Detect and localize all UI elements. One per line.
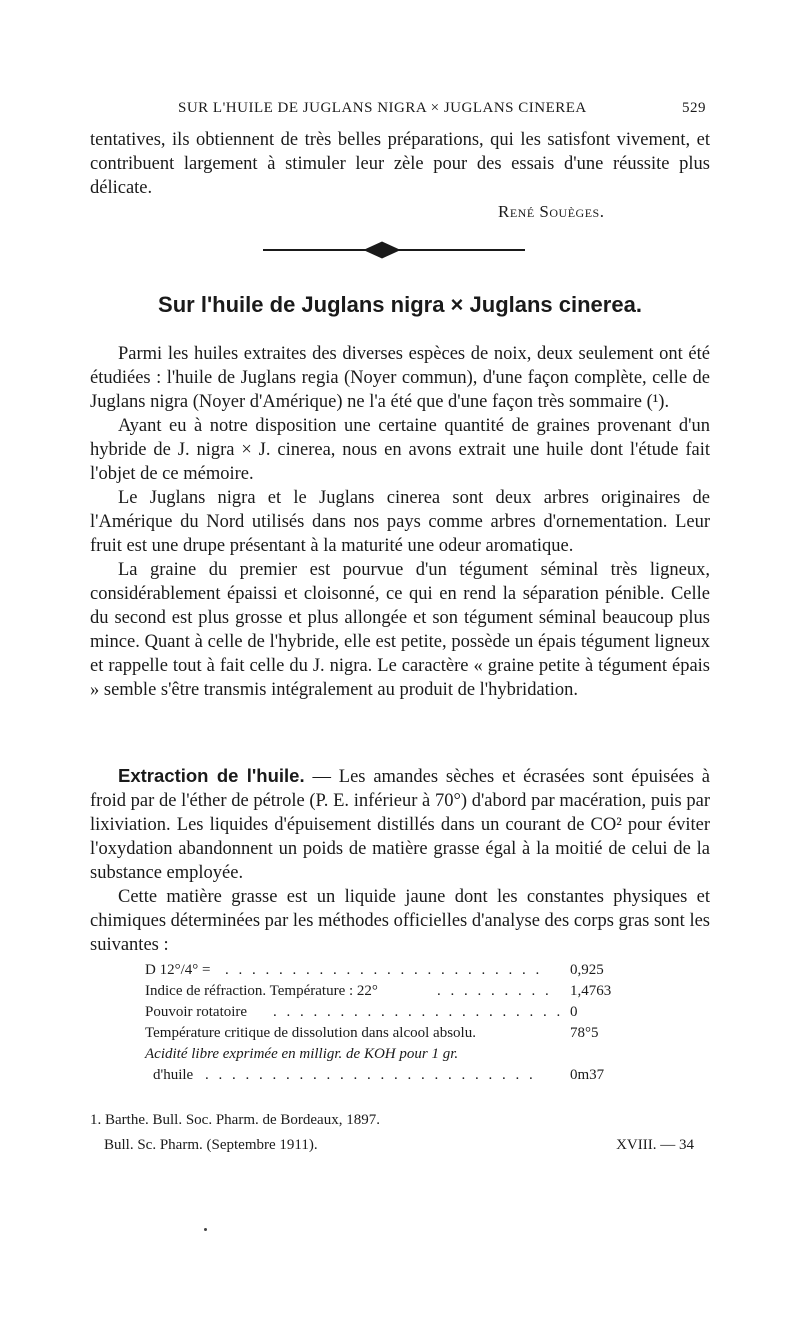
journal-citation: Bull. Sc. Pharm. (Septembre 1911). [104, 1137, 318, 1153]
divider-ornament [363, 242, 400, 259]
scan-speck [204, 1228, 207, 1231]
paragraph-3: Le Juglans nigra et le Juglans cinerea sont deux arbres originaires de l'Amérique du Nord utilisés dans nos pays comme arbres d'ornementation. Leur fruit est une drupe présentant à la maturité une odeur aromatique. [90, 488, 710, 556]
constants-table [145, 960, 615, 1086]
extraction-paragraph [90, 764, 710, 885]
constant-value: 0m37 [570, 1067, 605, 1083]
extraction-section [90, 764, 710, 957]
constant-row [145, 1023, 615, 1044]
running-title: SUR L'HUILE DE JUGLANS NIGRA × JUGLANS CINEREA [178, 100, 587, 116]
article-body [90, 342, 710, 702]
author-signature: René Souèges. [498, 202, 605, 221]
paragraph-2: Ayant eu à notre disposition une certaine quantité de graines provenant d'un hybride de J. nigra × J. cinerea, nous en avons extrait une huile dont l'étude fait l'objet de ce mémoire. [90, 416, 710, 484]
running-header [90, 100, 710, 124]
signature-mark: XVIII. — 34 [616, 1137, 694, 1153]
constant-row [145, 1002, 615, 1023]
constant-label: Indice de réfraction. Température : 22° [145, 983, 378, 999]
leader-dots: . . . . . . . . . . . . . . . . . . . . . . [273, 1004, 564, 1020]
constant-label: Température critique de dissolution dans alcool absolu. [145, 1025, 476, 1041]
paragraph-1: Parmi les huiles extraites des diverses espèces de noix, deux seulement ont été étudiées : l'huile de Juglans regia (Noyer commun), d'une façon complète, celle de Juglans nigra (Noyer d'Amérique) ne l'a été que d'une façon très sommaire (¹). [90, 344, 710, 412]
constant-value: 0 [570, 1004, 578, 1020]
constant-value: 0,925 [570, 962, 604, 978]
constant-label: d'huile [153, 1067, 194, 1083]
constants-intro: Cette matière grasse est un liquide jaune dont les constantes physiques et chimiques déterminées par les méthodes officielles d'analyse des corps gras sont les suivantes : [90, 887, 710, 955]
leader-dots: . . . . . . . . . . . . . . . . . . . . . . . . . [205, 1067, 536, 1083]
extraction-heading: Extraction de l'huile. [118, 765, 305, 786]
leader-dots: . . . . . . . . . [437, 983, 552, 999]
intro-paragraph: tentatives, ils obtiennent de très belles préparations, qui les satisfont vivement, et contribuent largement à stimuler leur zèle pour des essais d'une réussite plus délicate. [90, 130, 710, 198]
constant-label: D 12°/4° = [145, 962, 211, 978]
constant-row [145, 1065, 615, 1086]
constant-value: 1,4763 [570, 983, 612, 999]
constant-label: Pouvoir rotatoire [145, 1004, 248, 1020]
page-number: 529 [682, 100, 706, 116]
constant-label: Acidité libre exprimée en milligr. de KOH pour 1 gr. [145, 1046, 459, 1062]
extraction-text: — Les amandes sèches et écrasées sont épuisées à froid par de l'éther de pétrole (P. E. inférieur à 70°) d'abord par macération, puis par lixiviation. Les liquides d'épuisement distillés dans un courant de CO² pour éviter l'oxydation abandonnent un poids de matière grasse égal à la moitié de celui de la substance employée. [90, 767, 711, 883]
constant-row [145, 960, 615, 981]
constant-row [145, 981, 615, 1002]
article-title: Sur l'huile de Juglans nigra × Juglans cinerea. [158, 292, 642, 317]
constant-value: 78°5 [570, 1025, 599, 1041]
paragraph-4: La graine du premier est pourvue d'un tégument séminal très ligneux, considérablement épaissi et cloisonné, ce qui en rend la séparation pénible. Celle du second est plus grosse et plus allongée et son tégument séminal beaucoup plus mince. Quant à celle de l'hybride, elle est petite, possède un épais tégument ligneux et rappelle tout à fait celle du J. nigra. Le caractère « graine petite à tégument épais » semble s'être transmis intégralement au produit de l'hybridation. [90, 560, 710, 700]
leader-dots: . . . . . . . . . . . . . . . . . . . . . . . . [225, 962, 543, 978]
constant-row [145, 1044, 615, 1065]
footnote: 1. Barthe. Bull. Soc. Pharm. de Bordeaux, 1897. [90, 1112, 380, 1128]
